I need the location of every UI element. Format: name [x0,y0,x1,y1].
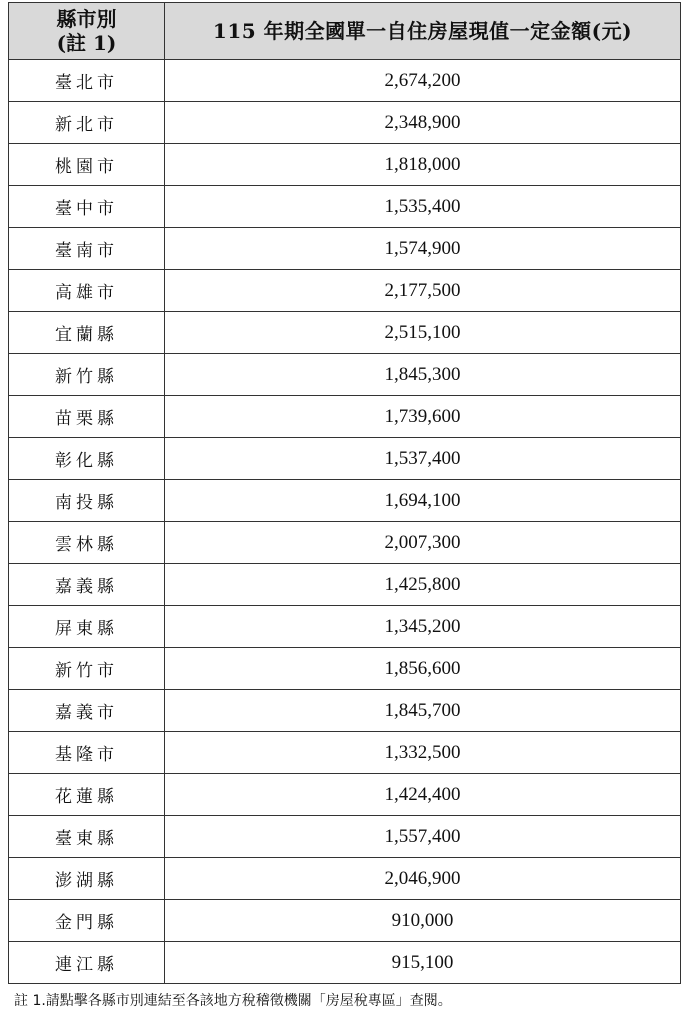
table-row [9,858,681,900]
county-link[interactable]: 雲林縣 [9,522,165,564]
table-row [9,816,681,858]
county-link[interactable]: 澎湖縣 [9,858,165,900]
county-link[interactable]: 高雄市 [9,270,165,312]
county-link[interactable]: 苗栗縣 [9,396,165,438]
county-link[interactable]: 連江縣 [9,942,165,984]
amount-cell: 1,535,400 [165,186,681,228]
county-link[interactable]: 臺北市 [9,60,165,102]
amount-cell: 2,007,300 [165,522,681,564]
county-link[interactable]: 花蓮縣 [9,774,165,816]
county-link[interactable]: 新竹縣 [9,354,165,396]
county-link[interactable]: 彰化縣 [9,438,165,480]
table-row [9,60,681,102]
amount-cell: 2,046,900 [165,858,681,900]
county-link[interactable]: 宜蘭縣 [9,312,165,354]
table-header-row [9,3,681,60]
table-row [9,396,681,438]
amount-cell: 1,424,400 [165,774,681,816]
table-row [9,564,681,606]
housing-value-table-wrapper [8,2,680,984]
amount-cell: 1,574,900 [165,228,681,270]
table-row [9,312,681,354]
amount-cell: 1,739,600 [165,396,681,438]
amount-cell: 1,818,000 [165,144,681,186]
table-row [9,186,681,228]
table-row [9,522,681,564]
county-link[interactable]: 臺南市 [9,228,165,270]
county-link[interactable]: 新竹市 [9,648,165,690]
table-row [9,648,681,690]
county-link[interactable]: 臺中市 [9,186,165,228]
county-column-header-title: 縣市別 [56,7,117,31]
county-link[interactable]: 屏東縣 [9,606,165,648]
amount-cell: 2,515,100 [165,312,681,354]
county-link[interactable]: 臺東縣 [9,816,165,858]
table-row [9,480,681,522]
table-row [9,774,681,816]
county-link[interactable]: 金門縣 [9,900,165,942]
amount-cell: 1,425,800 [165,564,681,606]
table-row [9,942,681,984]
amount-cell: 1,345,200 [165,606,681,648]
table-row [9,606,681,648]
amount-cell: 915,100 [165,942,681,984]
amount-cell: 1,537,400 [165,438,681,480]
amount-cell: 2,348,900 [165,102,681,144]
county-link[interactable]: 基隆市 [9,732,165,774]
county-link[interactable]: 新北市 [9,102,165,144]
county-column-header [9,3,165,60]
amount-cell: 910,000 [165,900,681,942]
amount-cell: 2,177,500 [165,270,681,312]
amount-column-header: 115 年期全國單一自住房屋現值一定金額(元) [165,3,681,60]
table-row [9,102,681,144]
footnote: 註 1.請點擊各縣市別連結至各該地方稅稽徵機關「房屋稅專區」查閱。 [14,993,452,1009]
table-row [9,228,681,270]
amount-cell: 1,845,700 [165,690,681,732]
housing-value-table [8,2,681,984]
county-link[interactable]: 嘉義縣 [9,564,165,606]
amount-cell: 1,694,100 [165,480,681,522]
amount-cell: 1,845,300 [165,354,681,396]
amount-cell: 1,856,600 [165,648,681,690]
table-row [9,900,681,942]
table-row [9,354,681,396]
table-row [9,438,681,480]
amount-cell: 1,557,400 [165,816,681,858]
amount-cell: 1,332,500 [165,732,681,774]
table-row [9,270,681,312]
table-body [9,60,681,984]
county-link[interactable]: 南投縣 [9,480,165,522]
county-link[interactable]: 嘉義市 [9,690,165,732]
county-link[interactable]: 桃園市 [9,144,165,186]
table-row [9,144,681,186]
table-row [9,690,681,732]
county-column-header-note: (註 1) [56,31,117,55]
table-row [9,732,681,774]
amount-cell: 2,674,200 [165,60,681,102]
table-header [9,3,681,60]
